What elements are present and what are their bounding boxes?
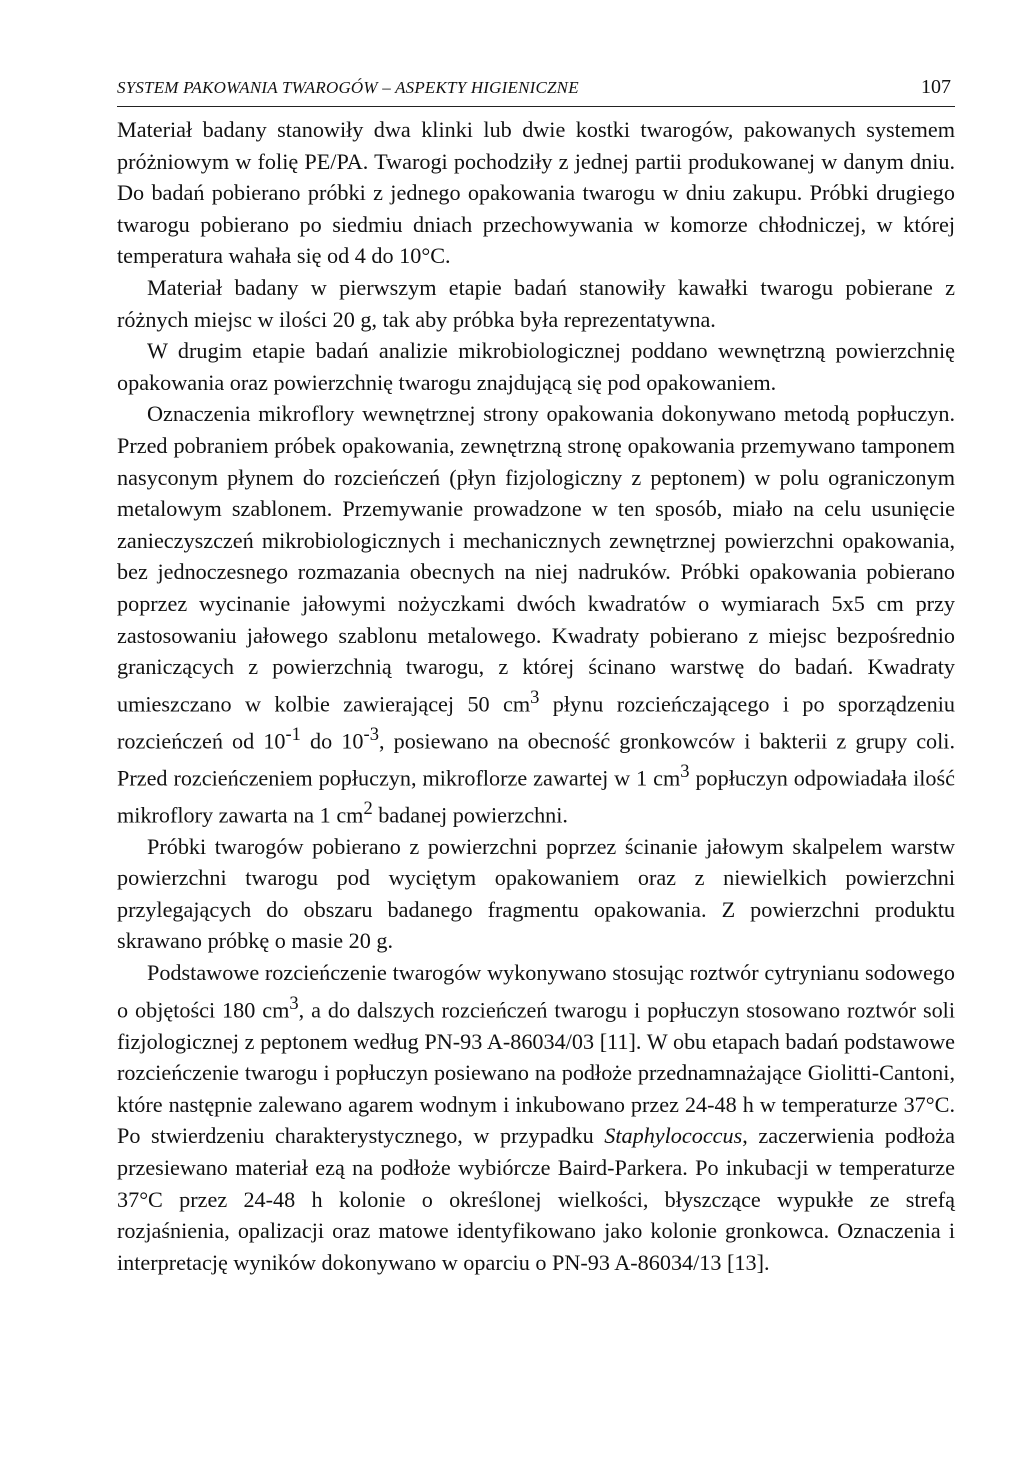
text-segment: , posiewano na obecność gronkowców i bakterii z grupy coli. Przed rozcieńczeniem popłuczyn, mikroflorze zawartej w 1 cm <box>117 728 956 791</box>
paragraph-first-stage: Materiał badany w pierwszym etapie badań stanowiły kawałki twarogu pobierane z różnych miejsc w ilości 20 g, tak aby próbka była reprezentatywna. <box>117 274 955 332</box>
paragraph-materials: Materiał badany stanowiły dwa klinki lub dwie kostki twarogów, pakowanych systemem próżniowym w folię PE/PA. Twarogi pochodziły z jednej partii produkowanej w danym dniu. Do badań pobierano próbki z jednego opakowania twarogu w dniu zakupu. Próbki drugiego twarogu pobierano po siedmiu dniach przechowywania w komorze chłodniczej, w której temperatura wahała się od 4 do 10°C. <box>117 117 955 269</box>
superscript: -3 <box>363 724 379 745</box>
page-number: 107 <box>921 76 951 98</box>
text-segment: do 10 <box>300 728 364 754</box>
superscript: 2 <box>363 798 373 819</box>
paragraph-rinse-method <box>117 398 955 830</box>
superscript: -1 <box>285 724 301 745</box>
paragraph-cheese-samples: Próbki twarogów pobierano z powierzchni poprzez ścinanie jałowym skalpelem warstw powierzchni twarogu pod wyciętym opakowaniem oraz z niewielkich powierzchni przylegających do obszaru badanego fragmentu opakowania. Z powierzchni produktu skrawano próbkę o masie 20 g. <box>117 833 955 954</box>
text-segment: popłuczyn odpowiadała ilość mikroflory zawarta na 1 cm <box>117 765 955 828</box>
text-segment: badanej powierzchni. <box>372 802 568 828</box>
body-text <box>117 114 955 1278</box>
paragraph-dilution-method <box>117 957 955 1278</box>
text-segment: , zaczerwienia podłoża przesiewano materiał ezą na podłoże wybiórcze Baird-Parkera. Po inkubacji w temperaturze 37°C przez 24-48 h kolonie o określonej wielkości, błyszczące wypukłe ze strefą rozjaśnienia, opalizacji oraz matowe identyfikowano jako kolonie gronkowca. Oznaczenia i interpretację wyników dokonywano w oparciu o PN-93 A-86034/13 [13]. <box>117 1123 955 1275</box>
superscript: 3 <box>680 761 690 782</box>
superscript: 3 <box>530 687 540 708</box>
text-segment: , a do dalszych rozcieńczeń twarogu i popłuczyn stosowano roztwór soli fizjologicznej z peptonem według PN-93 A-86034/03 [11]. W obu etapach badań podstawowe rozcieńczenie twarogu i popłuczyn posiewano na podłoże przednamnażające Giolitti-Cantoni, które następnie zalewano agarem wodnym i inkubowano przez 24-48 h w temperaturze 37°C. Po stwierdzeniu charakterystycznego, w przypadku <box>117 996 955 1149</box>
species-name: Staphylococcus <box>604 1123 743 1149</box>
text-segment: płynu rozcieńczającego i po sporządzeniu rozcieńczeń od 10 <box>117 691 955 754</box>
text-segment: Podstawowe rozcieńczenie twarogów wykonywano stosując roztwór cytrynianu sodowego o objętości 180 cm <box>117 960 955 1022</box>
page-header <box>117 72 955 107</box>
running-title: SYSTEM PAKOWANIA TWAROGÓW – ASPEKTY HIGIENICZNE <box>117 78 579 97</box>
paragraph-second-stage: W drugim etapie badań analizie mikrobiologicznej poddano wewnętrzną powierzchnię opakowania oraz powierzchnię twarogu znajdującą się pod opakowaniem. <box>117 338 955 395</box>
text-segment: Oznaczenia mikroflory wewnętrznej strony opakowania dokonywano metodą popłuczyn. Przed pobraniem próbek opakowania, zewnętrzną stronę opakowania przemywano tamponem nasyconym płynem do rozcieńczeń (płyn fizjologiczny z peptonem) w polu ograniczonym metalowym szablonem. Przemywanie prowadzone w ten sposób, miało na celu usunięcie zanieczyszczeń mikrobiologicznych i mechanicznych zewnętrznej powierzchni opakowania, bez jednoczesnego rozmazania obecnych na niej nadruków. Próbki opakowania pobierano poprzez wycinanie jałowymi nożyczkami dwóch kwadratów o wymiarach 5x5 cm przy zastosowaniu jałowego szablonu metalowego. Kwadraty pobierano z miejsc bezpośrednio graniczących z powierzchnią twarogu, z której ścinano warstwę do badań. Kwadraty umieszczano w kolbie zawierającej 50 cm <box>117 401 955 717</box>
superscript: 3 <box>289 993 299 1014</box>
